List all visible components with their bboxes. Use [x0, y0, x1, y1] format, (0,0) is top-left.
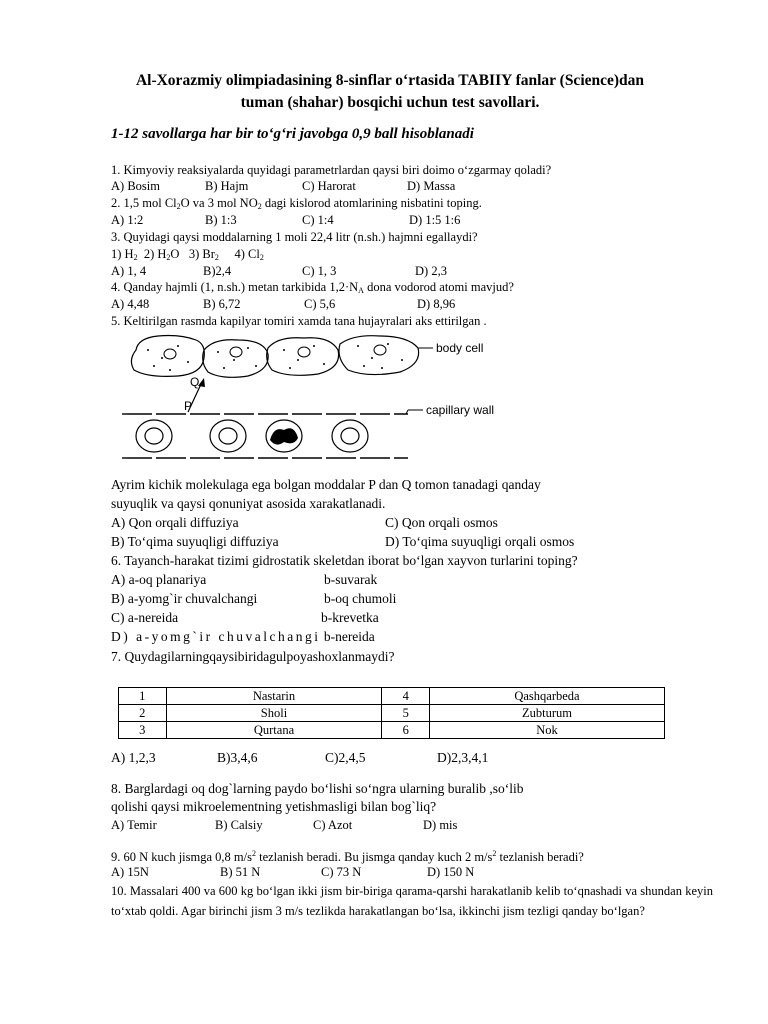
plant-name-cell: Zubturum [429, 705, 664, 722]
q5-option-a: A) Qon orqali diffuziya [111, 515, 239, 530]
q7-option-a: A) 1,2,3 [111, 750, 156, 765]
q1-option-a: A) Bosim [111, 179, 160, 193]
q8-option-c: C) Azot [313, 818, 353, 832]
title-line-2: tuman (shahar) bosqichi uchun test savollari. [240, 94, 540, 111]
plant-number-cell: 5 [382, 705, 430, 722]
table-row [119, 722, 665, 739]
q6-option-c-b: b-krevetka [321, 610, 379, 625]
q2-option-c: C) 1:4 [302, 213, 334, 227]
q7-option-d: D)2,3,4,1 [437, 750, 489, 765]
capillary-diagram [118, 330, 518, 470]
q6-option-d-row [111, 628, 375, 646]
q2-sub: 2 [257, 202, 262, 211]
plant-name-cell: Qurtana [166, 722, 382, 739]
plant-number-cell: 3 [119, 722, 167, 739]
q9-option-c: C) 73 N [321, 865, 362, 879]
table-row [119, 688, 665, 705]
q2-option-b: B) 1:3 [205, 213, 237, 227]
q9-text-part: 9. 60 N kuch jismga 0,8 m/s [111, 850, 252, 864]
body-cell-shape [131, 336, 204, 377]
q9-sup: 2 [492, 849, 497, 858]
q8-option-b: B) Calsiy [215, 818, 263, 832]
q9-text-part: tezlanish beradi? [496, 850, 584, 864]
plant-number-cell: 4 [382, 688, 430, 705]
q7-option-c: C)2,4,5 [325, 750, 366, 765]
q9-text [111, 846, 584, 865]
q9-option-d: D) 150 N [427, 865, 475, 879]
q3-substance: O [170, 247, 180, 261]
q4-option-d: D) 8,96 [417, 297, 456, 311]
q5-option-d: D) To‘qima suyuqligi orqali osmos [385, 534, 575, 549]
q3-option-d: D) 2,3 [415, 264, 447, 278]
q8-line-2: qolishi qaysi mikroelementning yetishmasligi bilan bog`liq? [111, 799, 437, 814]
plant-name-cell: Sholi [166, 705, 382, 722]
q6-option-b-b: b-oq chumoli [324, 591, 397, 606]
q6-text: 6. Tayanch-harakat tizimi gidrostatik skeletdan iborat bo‘lgan xayvon turlarini toping? [111, 553, 578, 568]
q3-option-c: C) 1, 3 [302, 264, 337, 278]
q6-option-c: C) a-nereida [111, 610, 179, 625]
q-label: Q [190, 375, 200, 389]
q2-option-d: D) 1:5 1:6 [409, 213, 461, 227]
q8-line-1: 8. Barglardagi oq dog`larning paydo bo‘lishi so‘ngra ularning buralib ,so‘lib [111, 781, 524, 796]
q5-text: 5. Keltirilgan rasmda kapilyar tomiri xamda tana hujayralari aks ettirilgan . [111, 314, 487, 328]
plant-number-cell: 2 [119, 705, 167, 722]
plant-number-cell: 6 [382, 722, 430, 739]
q6-option-d-b: b-nereida [323, 629, 375, 644]
q9-option-a: A) 15N [111, 865, 149, 879]
plant-name-cell: Qashqarbeda [429, 688, 664, 705]
q7-option-b: B)3,4,6 [217, 750, 258, 765]
body-cell-shape [203, 340, 269, 378]
q3-substance: 3) Br [188, 247, 215, 261]
plant-number-cell: 1 [119, 688, 167, 705]
q3-sub: 2 [166, 253, 171, 262]
body-cell-label: body cell [436, 341, 484, 355]
capillary-figure [118, 330, 518, 475]
q1-text: 1. Kimyoviy reaksiyalarda quyidagi parametrlardan qaysi biri doimo o‘zgarmay qoladi? [111, 163, 552, 177]
plant-name-cell: Nastarin [166, 688, 382, 705]
table-row [119, 705, 665, 722]
white-blood-cell-nucleus [270, 428, 298, 444]
q3-sub: 2 [214, 253, 219, 262]
plant-name-cell: Nok [429, 722, 664, 739]
q4-option-b: B) 6,72 [203, 297, 241, 311]
q5-option-c: C) Qon orqali osmos [385, 515, 498, 530]
q2-text-part: O va 3 mol NO [180, 196, 258, 210]
q2-text-part: dagi kislorod atomlarining nisbatini toping. [261, 196, 482, 210]
q3-sub: 2 [133, 253, 138, 262]
q3-option-a: A) 1, 4 [111, 264, 147, 278]
q5-line-1: Ayrim kichik molekulaga ega bolgan moddalar P dan Q tomon tanadagi qanday [111, 477, 541, 492]
q4-text-part: 4. Qanday hajmli (1, n.sh.) metan tarkibida 1,2·N [111, 280, 359, 294]
q2-sub: 2 [176, 202, 181, 211]
q2-option-a: A) 1:2 [111, 213, 144, 227]
q3-substance: 4) Cl [234, 247, 260, 261]
q8-option-a: A) Temir [111, 818, 157, 832]
q6-option-b: B) a-yomg`ir chuvalchangi [111, 591, 258, 606]
q10-text: 10. Massalari 400 va 600 kg bo‘lgan ikki jism bir-biriga qarama-qarshi harakatlanib kelib to‘qnashadi va shundan keyin to‘xtab qoldi. Agar birinchi jism 3 m/s tezlikda harakatlangan bo‘lsa, ikkinchi jism tezligi qanday bo‘lgan? [111, 884, 713, 918]
q5-option-b: B) To‘qima suyuqligi diffuziya [111, 534, 279, 549]
q5-line-2: suyuqlik va qaysi qonuniyat asosida xarakatlanadi. [111, 496, 386, 511]
q7-text: 7. Quydagilarningqaysibiridagulpoyashoxlanmaydi? [111, 649, 395, 664]
scoring-note: 1-12 savollarga har bir to‘g‘ri javobga 0,9 ball hisoblanadi [111, 126, 474, 142]
plants-table [118, 687, 665, 739]
q6-option-a-b: b-suvarak [324, 572, 378, 587]
q4-option-a: A) 4,48 [111, 297, 150, 311]
q9-text-part: tezlanish beradi. Bu jismga qanday kuch 2 m/s [255, 850, 493, 864]
capillary-wall-label: capillary wall [426, 403, 495, 417]
q6-option-d: D) a-yomg`ir chuvalchangi [111, 629, 321, 644]
q1-option-b: B) Hajm [205, 179, 249, 193]
document-title [100, 70, 680, 114]
title-line-1: Al-Xorazmiy olimpiadasining 8-sinflar o‘rtasida TABIIY fanlar (Science)dan [135, 72, 645, 89]
q4-sub: A [358, 286, 364, 295]
q4-option-c: C) 5,6 [304, 297, 336, 311]
q3-substance: 2) H [143, 247, 167, 261]
q3-option-b: B)2,4 [203, 264, 232, 278]
q3-text: 3. Quyidagi qaysi moddalarning 1 moli 22,4 litr (n.sh.) hajmni egallaydi? [111, 230, 478, 244]
q1-option-c: C) Harorat [302, 179, 356, 193]
q9-option-b: B) 51 N [220, 865, 261, 879]
q1-option-d: D) Massa [407, 179, 456, 193]
q9-sup: 2 [251, 849, 256, 858]
plants-table-body [119, 688, 665, 739]
q2-text-part: 2. 1,5 mol Cl [111, 196, 177, 210]
q3-substance: 1) H [111, 247, 134, 261]
q4-text-part: dona vodorod atomi mavjud? [363, 280, 514, 294]
q3-sub: 2 [259, 253, 264, 262]
p-label: P [184, 399, 193, 413]
q8-option-d: D) mis [423, 818, 458, 832]
q6-option-a: A) a-oq planariya [111, 572, 207, 587]
